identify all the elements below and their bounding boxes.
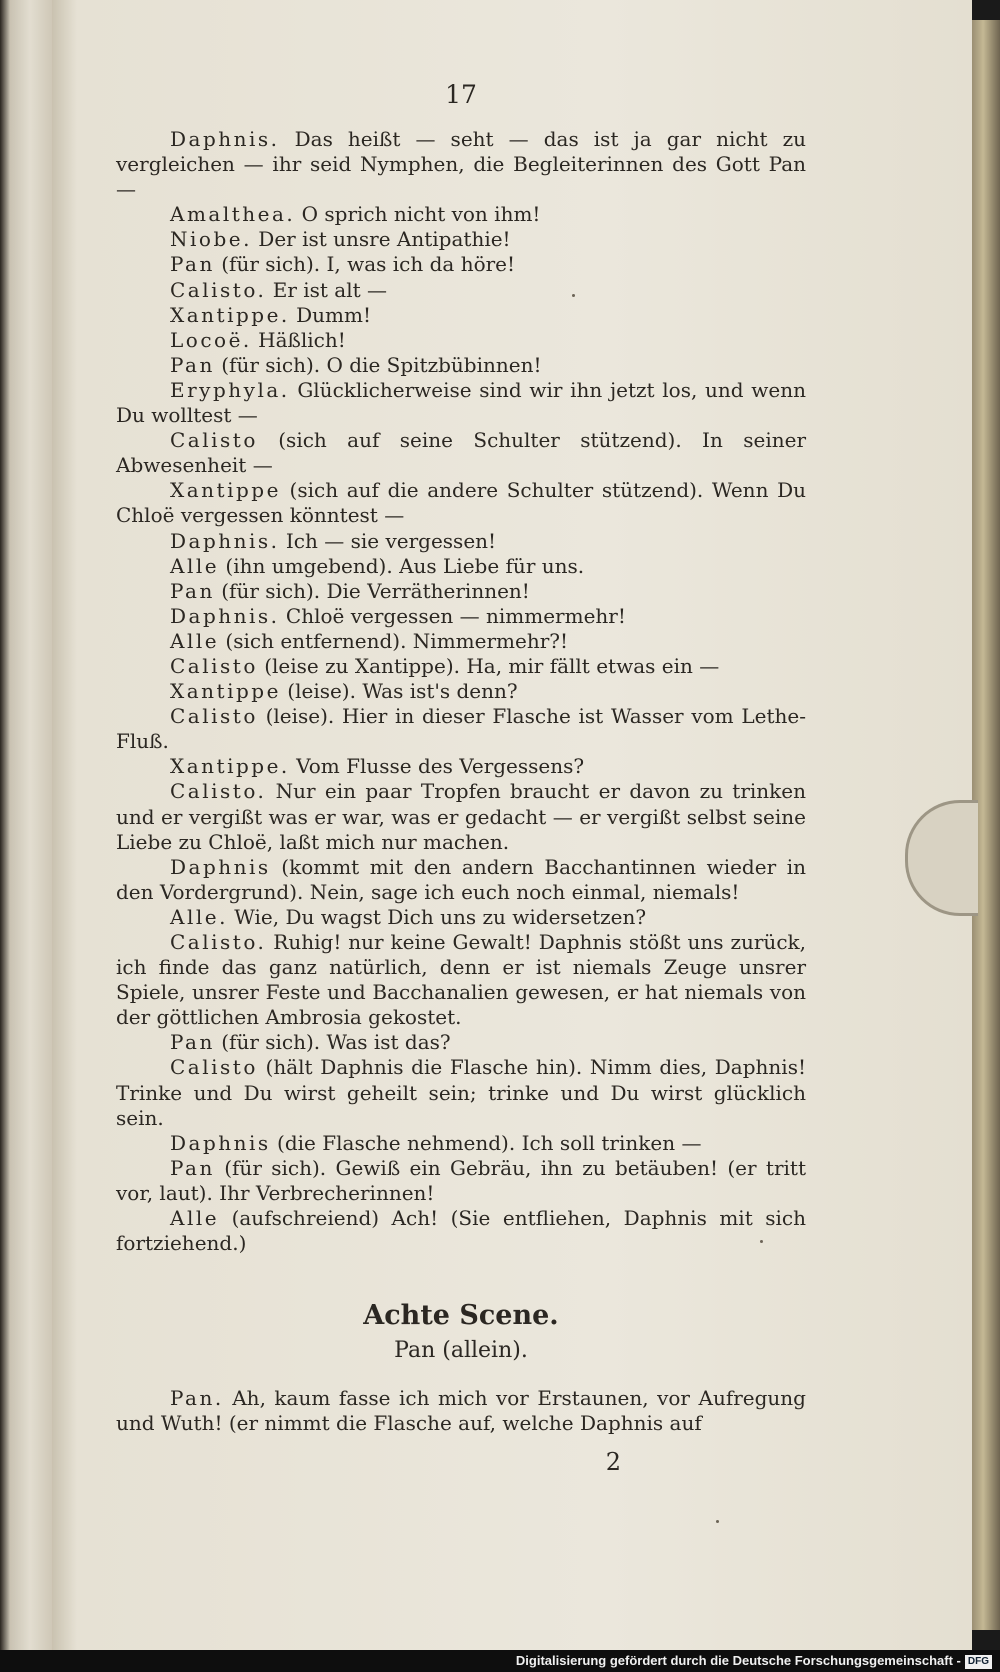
dialogue-line bbox=[116, 905, 806, 930]
line-text: (die Flasche nehmend). Ich soll trinken — bbox=[270, 1130, 702, 1155]
left-page-edge bbox=[0, 0, 52, 1650]
dialogue-line bbox=[116, 679, 806, 704]
line-text: Wie, Du wagst Dich uns zu widersetzen? bbox=[227, 904, 647, 929]
line-text: Nur ein paar Tropfen braucht er davon zu trinken und er vergißt was er war, was er gedacht — er vergißt selbst seine Liebe zu Chloë, laßt mich nur machen. bbox=[116, 779, 806, 854]
dialogue-line bbox=[116, 579, 806, 604]
speaker-name: Xantippe. bbox=[170, 302, 290, 327]
line-text: Glücklicherweise sind wir ihn jetzt los, und wenn Du wolltest — bbox=[116, 377, 806, 428]
speaker-name: Calisto. bbox=[170, 779, 267, 804]
line-text: (sich entfernend). Nimmermehr?! bbox=[219, 628, 569, 653]
speaker-name: Alle bbox=[170, 553, 220, 578]
signature-mark: 2 bbox=[605, 1448, 621, 1477]
dialogue-line bbox=[116, 629, 806, 654]
speaker-name: Xantippe bbox=[170, 679, 281, 704]
dialogue-line bbox=[116, 1131, 806, 1156]
speaker-name: Calisto. bbox=[170, 277, 267, 302]
paper-speck bbox=[716, 1520, 719, 1523]
speaker-name: Daphnis. bbox=[170, 127, 280, 151]
speaker-name: Calisto bbox=[170, 428, 258, 453]
speaker-name: Calisto. bbox=[170, 930, 267, 954]
speaker-name: Xantippe. bbox=[170, 754, 290, 779]
line-text: Ruhig! nur keine Gewalt! Daphnis stößt uns zurück, ich finde das ganz natürlich, denn er ist niemals Zeuge unsrer Spiele, unsrer Feste und Bacchanalien gewesen, er hat niemals von der göttlichen Ambrosia gekostet. bbox=[116, 930, 806, 1030]
speaker-name: Pan bbox=[170, 578, 215, 603]
speaker-name: Pan bbox=[170, 352, 215, 377]
dialogue-line bbox=[116, 378, 806, 428]
line-text: Chloë vergessen — nimmermehr! bbox=[279, 603, 626, 628]
dialogue bbox=[116, 127, 806, 1256]
line-text: (hält Daphnis die Flasche hin). Nimm dies, Daphnis! Trinke und Du wirst geheilt sein; trinke und Du wirst glücklich sein. bbox=[116, 1055, 806, 1130]
speaker-name: Alle bbox=[170, 1206, 220, 1231]
line-text: (sich auf die andere Schulter stützend). Wenn Du Chloë vergessen könntest — bbox=[116, 478, 806, 528]
speaker-name: Daphnis bbox=[170, 854, 271, 879]
speaker-name: Calisto bbox=[170, 1055, 258, 1080]
speaker-name: Pan bbox=[170, 252, 215, 277]
speaker-name: Amalthea. bbox=[170, 202, 296, 227]
footer-bar bbox=[0, 1650, 1000, 1672]
line-text: (kommt mit den andern Bacchantinnen wieder in den Vordergrund). Nein, sage ich euch noch einmal, niemals! bbox=[116, 854, 806, 904]
speaker-name: Alle bbox=[170, 628, 220, 653]
line-text: Ah, kaum fasse ich mich vor Erstaunen, vor Aufregung und Wuth! (er nimmt die Flasche auf, welche Daphnis auf bbox=[116, 1386, 806, 1436]
line-text: (für sich). Die Verrätherinnen! bbox=[214, 578, 530, 603]
line-text: Häßlich! bbox=[251, 327, 346, 352]
dialogue-line bbox=[116, 554, 806, 579]
speaker-name: Eryphyla. bbox=[170, 377, 290, 402]
speaker-name: Pan bbox=[170, 1155, 215, 1180]
speaker-name: Pan bbox=[170, 1030, 215, 1055]
dialogue-line bbox=[116, 278, 806, 303]
dialogue-line bbox=[116, 428, 806, 478]
speaker-name: Daphnis bbox=[170, 1130, 271, 1155]
speaker-name: Xantippe bbox=[170, 478, 281, 503]
dialogue-line bbox=[116, 704, 806, 754]
line-text: Der ist unsre Antipathie! bbox=[251, 227, 511, 252]
speaker-name: Alle. bbox=[170, 904, 228, 929]
dialogue-line bbox=[116, 1055, 806, 1130]
line-text: (ihn umgebend). Aus Liebe für uns. bbox=[219, 553, 585, 578]
speaker-name: Daphnis. bbox=[170, 603, 280, 628]
line-text: Das heißt — seht — das ist ja gar nicht zu vergleichen — ihr seid Nymphen, die Begleiterinnen des Gott Pan — bbox=[116, 127, 806, 202]
speaker-name: Calisto bbox=[170, 653, 258, 678]
footer-text: Digitalisierung gefördert durch die Deutsche Forschungsgemeinschaft - bbox=[515, 1653, 961, 1668]
speaker-name: Pan. bbox=[170, 1386, 224, 1411]
page-number: 17 bbox=[445, 80, 477, 109]
scene-subtitle: Pan (allein). bbox=[394, 1338, 528, 1364]
dialogue-line bbox=[116, 930, 806, 1030]
dialogue-line bbox=[116, 779, 806, 854]
line-text: (für sich). Gewiß ein Gebräu, ihn zu betäuben! (er tritt vor, laut). Ihr Verbrecherinnen! bbox=[116, 1155, 806, 1205]
line-text: (aufschreiend) Ach! (Sie entfliehen, Daphnis mit sich fortziehend.) bbox=[116, 1206, 806, 1256]
scene-title: Achte Scene. bbox=[363, 1300, 559, 1332]
dialogue-line bbox=[116, 1030, 806, 1055]
dialogue-line bbox=[116, 252, 806, 277]
line-text: (für sich). I, was ich da höre! bbox=[214, 252, 516, 277]
dialogue-line bbox=[116, 529, 806, 554]
line-text: Ich — sie vergessen! bbox=[279, 528, 497, 553]
line-text: Vom Flusse des Vergessens? bbox=[289, 754, 585, 779]
dialogue-line bbox=[116, 202, 806, 227]
dialogue-line bbox=[116, 604, 806, 629]
dialogue-line bbox=[116, 754, 806, 779]
dialogue-line bbox=[116, 353, 806, 378]
line-text: (sich auf seine Schulter stützend). In seiner Abwesenheit — bbox=[116, 428, 806, 478]
dialogue-line bbox=[116, 127, 806, 202]
speaker-name: Niobe. bbox=[170, 227, 252, 252]
line-text: (leise zu Xantippe). Ha, mir fällt etwas ein — bbox=[257, 653, 720, 678]
dialogue-line bbox=[116, 855, 806, 905]
dialogue-line bbox=[116, 303, 806, 328]
speaker-name: Daphnis. bbox=[170, 528, 280, 553]
speaker-name: Locoë. bbox=[170, 327, 252, 352]
dialogue-line bbox=[116, 1386, 806, 1436]
dialogue-line bbox=[116, 654, 806, 679]
line-text: Er ist alt — bbox=[266, 277, 388, 302]
scene-dialogue bbox=[116, 1386, 806, 1436]
line-text: (leise). Hier in dieser Flasche ist Wasser vom Lethe-Fluß. bbox=[116, 704, 806, 754]
dfg-badge: DFG bbox=[965, 1655, 992, 1669]
line-text: Dumm! bbox=[289, 302, 372, 327]
speaker-name: Calisto bbox=[170, 704, 258, 729]
dialogue-line bbox=[116, 478, 806, 528]
line-text: O sprich nicht von ihm! bbox=[295, 202, 541, 227]
dialogue-line bbox=[116, 1206, 806, 1256]
dialogue-line bbox=[116, 328, 806, 353]
dialogue-line bbox=[116, 227, 806, 252]
line-text: (für sich). Was ist das? bbox=[214, 1030, 451, 1055]
page-content bbox=[116, 80, 806, 1476]
line-text: (leise). Was ist's denn? bbox=[280, 679, 518, 704]
line-text: (für sich). O die Spitzbübinnen! bbox=[214, 352, 542, 377]
dialogue-line bbox=[116, 1156, 806, 1206]
